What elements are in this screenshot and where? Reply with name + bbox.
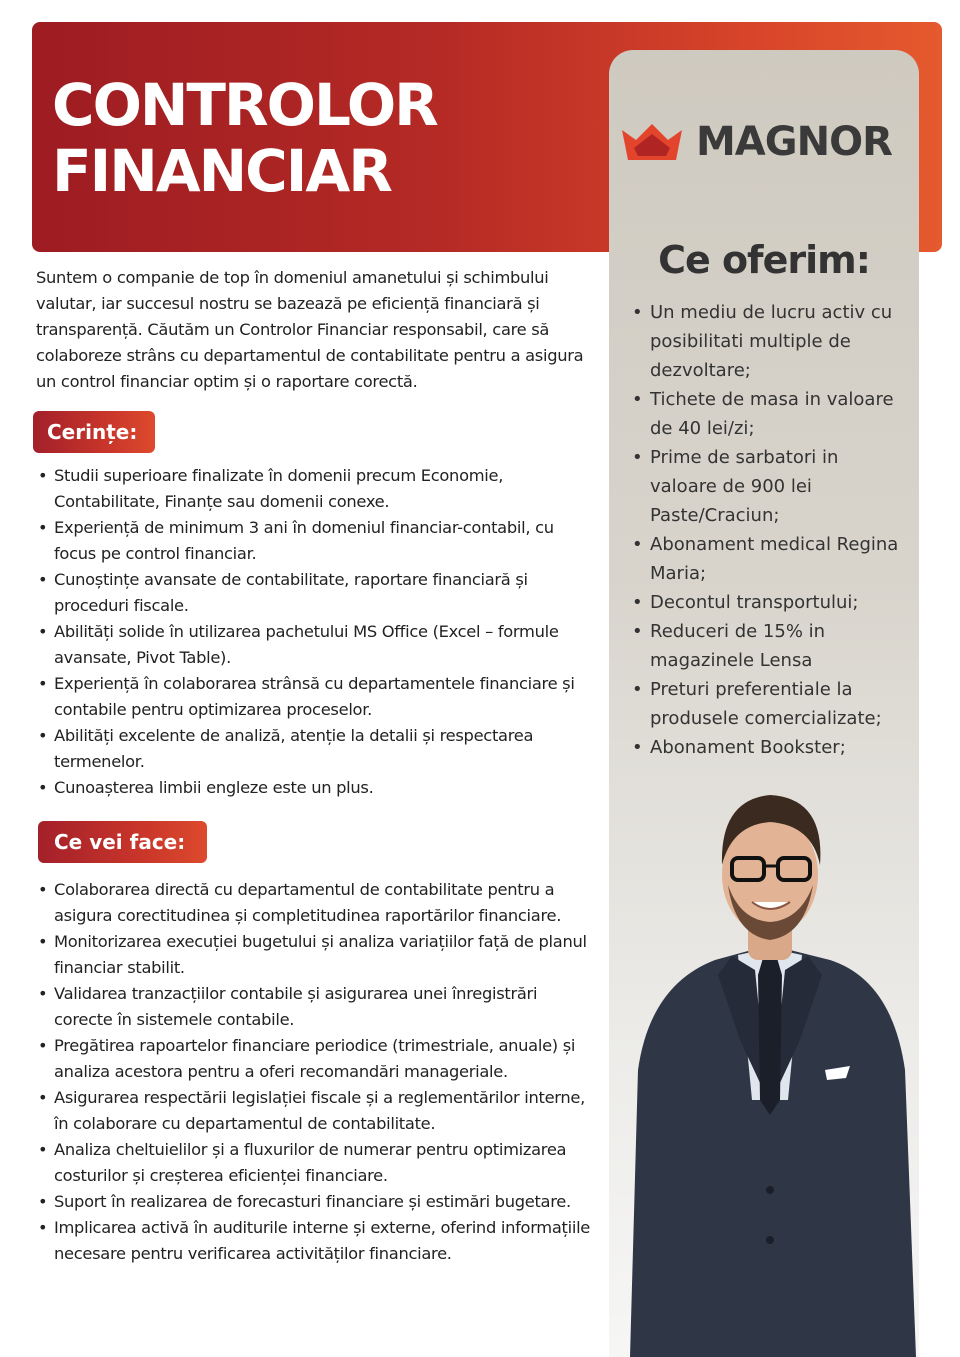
benefit-item: • Prime de sarbatori in valoare de 900 lei Paste/Craciun; bbox=[630, 443, 910, 530]
logo-wordmark: MAGNOR bbox=[696, 119, 892, 165]
responsibility-item: • Suport în realizarea de forecasturi financiare și estimări bugetare. bbox=[36, 1189, 596, 1215]
responsibility-item: • Colaborarea directă cu departamentul de contabilitate pentru a asigura corectitudinea și completitudinea raportărilor financiare. bbox=[36, 877, 596, 929]
requirement-item: • Studii superioare finalizate în domenii precum Economie, Contabilitate, Finanțe sau domenii conexe. bbox=[36, 463, 596, 515]
benefit-item: • Abonament medical Regina Maria; bbox=[630, 530, 910, 588]
responsibilities-heading: Ce vei face: bbox=[38, 821, 207, 863]
requirement-item: • Experiență în colaborarea strânsă cu departamentele financiare și contabile pentru optimizarea proceselor. bbox=[36, 671, 596, 723]
requirement-item: • Abilități solide în utilizarea pachetului MS Office (Excel – formule avansate, Pivot Table). bbox=[36, 619, 596, 671]
requirement-item: • Abilități excelente de analiză, atenție la detalii și respectarea termenelor. bbox=[36, 723, 596, 775]
responsibility-item: • Analiza cheltuielilor și a fluxurilor de numerar pentru optimizarea costurilor și creșterea eficienței financiare. bbox=[36, 1137, 596, 1189]
requirement-item: • Cunoașterea limbii engleze este un plus. bbox=[36, 775, 596, 801]
requirement-item: • Experiență de minimum 3 ani în domeniul financiar-contabil, cu focus pe control financiar. bbox=[36, 515, 596, 567]
crown-logo-icon bbox=[620, 122, 684, 162]
company-intro: Suntem o companie de top în domeniul amanetului și schimbului valutar, iar succesul nostru se bazează pe eficiență financiară și transparență. Căutăm un Controlor Financiar responsabil, care să colaboreze strâns cu departamentul de contabilitate pentru a asigura un control financiar optim și o raportare corectă. bbox=[36, 268, 584, 391]
job-title-line-2: FINANCIAR bbox=[52, 137, 391, 205]
job-title bbox=[52, 72, 572, 204]
benefit-item: • Preturi preferentiale la produsele comercializate; bbox=[630, 675, 910, 733]
responsibility-item: • Validarea tranzacțiilor contabile și asigurarea unei înregistrări corecte în sistemele contabile. bbox=[36, 981, 596, 1033]
responsibility-item: • Asigurarea respectării legislației fiscale și a reglementărilor interne, în colaborare cu departamentul de contabilitate. bbox=[36, 1085, 596, 1137]
benefit-item: • Tichete de masa in valoare de 40 lei/zi; bbox=[630, 385, 910, 443]
requirements-list bbox=[36, 463, 596, 801]
businessman-photo bbox=[620, 770, 920, 1357]
responsibility-item: • Monitorizarea execuției bugetului și analiza variațiilor față de planul financiar stabilit. bbox=[36, 929, 596, 981]
responsibilities-list bbox=[36, 877, 596, 1267]
benefit-item: • Un mediu de lucru activ cu posibilitati multiple de dezvoltare; bbox=[630, 298, 910, 385]
benefit-item: • Decontul transportului; bbox=[630, 588, 910, 617]
benefits-list bbox=[630, 298, 910, 762]
requirement-item: • Cunoștințe avansate de contabilitate, raportare financiară și proceduri fiscale. bbox=[36, 567, 596, 619]
company-logo bbox=[620, 114, 900, 170]
requirements-heading: Cerințe: bbox=[33, 411, 155, 453]
responsibility-item: • Pregătirea rapoartelor financiare periodice (trimestriale, anuale) și analiza acestora pentru a oferi recomandări manageriale. bbox=[36, 1033, 596, 1085]
job-title-line-1: CONTROLOR bbox=[52, 71, 437, 139]
benefit-item: • Abonament Bookster; bbox=[630, 733, 910, 762]
benefits-heading: Ce oferim: bbox=[658, 238, 870, 282]
responsibility-item: • Implicarea activă în auditurile interne și externe, oferind informațiile necesare pentru verificarea activităților financiare. bbox=[36, 1215, 596, 1267]
benefit-item: • Reduceri de 15% in magazinele Lensa bbox=[630, 617, 910, 675]
